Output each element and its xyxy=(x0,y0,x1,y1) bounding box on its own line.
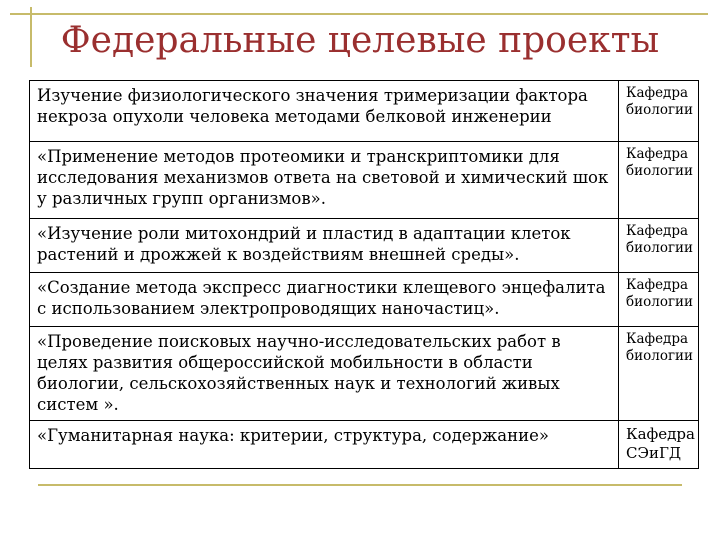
department-label: Кафедра xyxy=(626,85,689,101)
table-row xyxy=(30,421,699,469)
department-name: СЭиГД xyxy=(626,444,682,462)
department-label: Кафедра xyxy=(626,277,689,293)
department-name: биологии xyxy=(626,348,694,364)
department-name: биологии xyxy=(626,240,694,256)
project-name: «Создание метода экспресс диагностики клещевого энцефалита с использованием электропроводящих наночастиц». xyxy=(30,273,619,327)
projects-table xyxy=(29,80,699,469)
department-cell xyxy=(619,142,699,219)
table-row xyxy=(30,81,699,142)
department-label: Кафедра xyxy=(626,331,689,347)
project-name: «Проведение поисковых научно-исследовательских работ в целях развития общероссийской мобильности в области биологии, сельскохозяйственных наук и технологий живых систем ». xyxy=(30,327,619,421)
department-cell xyxy=(619,421,699,469)
top-decorative-rule xyxy=(10,13,708,15)
project-name: Изучение физиологического значения тримеризации фактора некроза опухоли человека методами белковой инженерии xyxy=(30,81,619,142)
department-label: Кафедра xyxy=(626,425,695,443)
department-cell xyxy=(619,219,699,273)
bottom-decorative-rule xyxy=(38,484,682,486)
table-row xyxy=(30,273,699,327)
project-name: «Применение методов протеомики и транскриптомики для исследования механизмов ответа на световой и химический шок у различных групп организмов». xyxy=(30,142,619,219)
department-name: биологии xyxy=(626,163,694,179)
slide-title: Федеральные целевые проекты xyxy=(60,20,660,61)
project-name: «Гуманитарная наука: критерии, структура, содержание» xyxy=(30,421,619,469)
project-name: «Изучение роли митохондрий и пластид в адаптации клеток растений и дрожжей к воздействиям внешней среды». xyxy=(30,219,619,273)
department-label: Кафедра xyxy=(626,146,689,162)
department-name: биологии xyxy=(626,294,694,310)
department-cell xyxy=(619,81,699,142)
table-row xyxy=(30,327,699,421)
department-name: биологии xyxy=(626,102,694,118)
table-row xyxy=(30,142,699,219)
department-cell xyxy=(619,327,699,421)
table-row xyxy=(30,219,699,273)
department-cell xyxy=(619,273,699,327)
department-label: Кафедра xyxy=(626,223,689,239)
